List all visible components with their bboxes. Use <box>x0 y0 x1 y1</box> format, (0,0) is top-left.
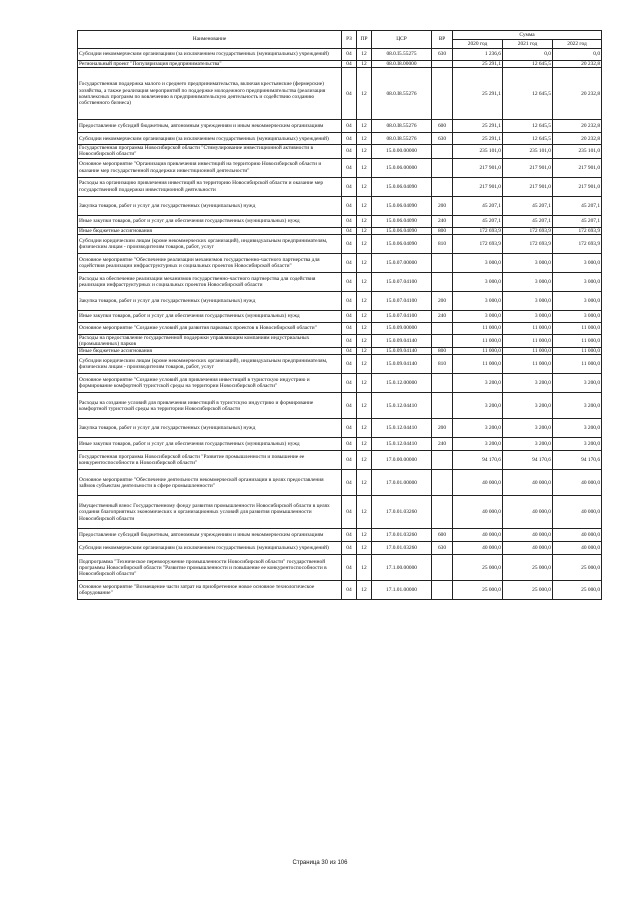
cell-y2021: 172 693,9 <box>503 234 553 253</box>
cell-name: Закупка товаров, работ и услуг для государственных (муниципальных) нужд <box>78 291 342 310</box>
cell-vr: 200 <box>432 419 453 438</box>
cell-y2022: 3 000,0 <box>553 291 602 310</box>
cell-vr: 800 <box>432 227 453 234</box>
table-row <box>78 215 602 227</box>
cell-y2020: 3 000,0 <box>453 253 503 272</box>
cell-y2020: 217 901,0 <box>453 158 503 177</box>
cell-vr <box>432 272 453 291</box>
cell-y2021: 3 200,0 <box>503 393 553 419</box>
column-header-2022: 2022 год <box>553 40 602 49</box>
table-row <box>78 234 602 253</box>
cell-csr: 17.0.00.00000 <box>372 451 432 470</box>
cell-csr: 15.0.06.00000 <box>372 158 432 177</box>
cell-pr: 12 <box>357 581 372 600</box>
table-row <box>78 419 602 438</box>
cell-y2020: 3 000,0 <box>453 291 503 310</box>
table-row <box>78 581 602 600</box>
cell-vr: 600 <box>432 120 453 133</box>
cell-vr: 200 <box>432 196 453 215</box>
column-header-rz: РЗ <box>342 31 357 49</box>
cell-y2022: 3 000,0 <box>553 272 602 291</box>
cell-y2022: 0,0 <box>553 49 602 61</box>
cell-name: Расходы на обеспечение реализации механизмов государственно-частного партнерства для содействия реализации инфраструктурных и социальных проектов Новосибирской области <box>78 272 342 291</box>
cell-y2021: 12 645,5 <box>503 61 553 68</box>
cell-rz: 04 <box>342 158 357 177</box>
cell-y2021: 3 200,0 <box>503 419 553 438</box>
cell-y2020: 1 236,6 <box>453 49 503 61</box>
cell-y2022: 40 000,0 <box>553 529 602 542</box>
cell-name: Основное мероприятие "Создание условий для развития парковых проектов в Новосибирской области" <box>78 322 342 334</box>
table-row <box>78 555 602 581</box>
cell-y2022: 20 232,8 <box>553 61 602 68</box>
cell-csr: 15.0.12.04410 <box>372 438 432 451</box>
cell-rz: 04 <box>342 61 357 68</box>
column-header-sum: Сумма <box>453 31 602 40</box>
cell-y2020: 3 200,0 <box>453 438 503 451</box>
cell-csr: 17.0.01.03260 <box>372 496 432 529</box>
table-body <box>78 49 602 600</box>
cell-csr: 08.0.I8.55276 <box>372 68 432 120</box>
cell-vr <box>432 581 453 600</box>
cell-csr: 15.0.12.04410 <box>372 393 432 419</box>
cell-y2021: 11 000,0 <box>503 355 553 374</box>
cell-name: Основное мероприятие "Обеспечение реализации механизмов государственно-частного партнерства для содействия реализации инфраструктурных и социальных проектов Новосибирской области" <box>78 253 342 272</box>
cell-rz: 04 <box>342 355 357 374</box>
cell-pr: 12 <box>357 451 372 470</box>
cell-pr: 12 <box>357 234 372 253</box>
cell-vr <box>432 145 453 158</box>
table-row <box>78 158 602 177</box>
cell-y2021: 11 000,0 <box>503 334 553 347</box>
table-row <box>78 496 602 529</box>
cell-y2022: 40 000,0 <box>553 542 602 555</box>
cell-name: Закупка товаров, работ и услуг для государственных (муниципальных) нужд <box>78 419 342 438</box>
cell-vr <box>432 393 453 419</box>
cell-y2021: 235 101,0 <box>503 145 553 158</box>
cell-y2020: 40 000,0 <box>453 496 503 529</box>
cell-y2020: 3 000,0 <box>453 272 503 291</box>
cell-y2020: 11 000,0 <box>453 334 503 347</box>
cell-y2021: 45 207,1 <box>503 196 553 215</box>
cell-y2021: 12 645,5 <box>503 133 553 145</box>
table-row <box>78 374 602 393</box>
cell-pr: 12 <box>357 49 372 61</box>
cell-rz: 04 <box>342 348 357 355</box>
table-row <box>78 348 602 355</box>
column-header-2020: 2020 год <box>453 40 503 49</box>
page-footer: Страница 30 из 106 <box>292 860 348 866</box>
cell-name: Расходы на предоставление государственной поддержки управляющим компаниям индустриальных (промышленных) парков <box>78 334 342 347</box>
cell-y2020: 40 000,0 <box>453 542 503 555</box>
cell-rz: 04 <box>342 496 357 529</box>
cell-vr: 630 <box>432 133 453 145</box>
cell-csr: 08.0.I5.55275 <box>372 49 432 61</box>
cell-csr: 15.0.06.04090 <box>372 177 432 196</box>
cell-rz: 04 <box>342 374 357 393</box>
table-row <box>78 61 602 68</box>
cell-pr: 12 <box>357 355 372 374</box>
cell-csr: 15.0.07.04100 <box>372 291 432 310</box>
cell-rz: 04 <box>342 419 357 438</box>
cell-name: Иные бюджетные ассигнования <box>78 227 342 234</box>
cell-name: Основное мероприятие "Создание условий для привлечения инвестиций в туристскую индустрию и формирование комфортной туристской среды на территории Новосибирской области" <box>78 374 342 393</box>
cell-rz: 04 <box>342 272 357 291</box>
cell-pr: 12 <box>357 348 372 355</box>
table-row <box>78 120 602 133</box>
cell-csr: 15.0.09.04140 <box>372 355 432 374</box>
cell-y2022: 11 000,0 <box>553 334 602 347</box>
cell-name: Государственная поддержка малого и среднего предпринимательства, включая крестьянские (фермерские) хозяйства, а также реализация мероприятий по поддержке молодежного предпринимательства (реализация комплексных программ по вовлечению в предпринимательскую деятельность и содействию созданию собственного бизнеса) <box>78 68 342 120</box>
cell-y2022: 20 232,8 <box>553 133 602 145</box>
cell-csr: 15.0.12.04410 <box>372 419 432 438</box>
cell-csr: 08.0.I8.00000 <box>372 61 432 68</box>
cell-vr <box>432 177 453 196</box>
cell-y2021: 3 000,0 <box>503 272 553 291</box>
table-row <box>78 291 602 310</box>
table-row <box>78 393 602 419</box>
cell-y2020: 3 200,0 <box>453 393 503 419</box>
cell-csr: 15.0.06.04090 <box>372 215 432 227</box>
cell-csr: 15.0.12.00000 <box>372 374 432 393</box>
cell-y2020: 25 291,1 <box>453 120 503 133</box>
cell-rz: 04 <box>342 234 357 253</box>
cell-rz: 04 <box>342 196 357 215</box>
cell-y2022: 11 000,0 <box>553 348 602 355</box>
cell-rz: 04 <box>342 451 357 470</box>
cell-pr: 12 <box>357 272 372 291</box>
table-row <box>78 133 602 145</box>
cell-vr <box>432 61 453 68</box>
table-row <box>78 68 602 120</box>
cell-rz: 04 <box>342 310 357 322</box>
cell-y2022: 40 000,0 <box>553 496 602 529</box>
cell-y2021: 25 000,0 <box>503 581 553 600</box>
cell-rz: 04 <box>342 555 357 581</box>
cell-name: Субсидии некоммерческим организациям (за исключением государственных (муниципальных) учреждений) <box>78 542 342 555</box>
cell-y2020: 11 000,0 <box>453 348 503 355</box>
cell-rz: 04 <box>342 227 357 234</box>
cell-name: Предоставление субсидий бюджетным, автономным учреждениям и иным некоммерческим организациям <box>78 120 342 133</box>
cell-y2021: 217 901,0 <box>503 177 553 196</box>
cell-vr: 800 <box>432 348 453 355</box>
cell-y2020: 94 170,6 <box>453 451 503 470</box>
cell-rz: 04 <box>342 438 357 451</box>
cell-y2020: 3 200,0 <box>453 419 503 438</box>
table-row <box>78 451 602 470</box>
cell-vr <box>432 253 453 272</box>
cell-rz: 04 <box>342 470 357 496</box>
column-header-vr: ВР <box>432 31 453 49</box>
cell-pr: 12 <box>357 253 372 272</box>
cell-pr: 12 <box>357 529 372 542</box>
cell-name: Расходы на создание условий для привлечения инвестиций в туристскую индустрию и формирование комфортной туристской среды на территории Новосибирской области <box>78 393 342 419</box>
cell-y2021: 25 000,0 <box>503 555 553 581</box>
cell-y2022: 25 000,0 <box>553 581 602 600</box>
table-row <box>78 438 602 451</box>
column-header-name: Наименование <box>78 31 342 49</box>
table-row <box>78 49 602 61</box>
cell-csr: 15.0.06.04090 <box>372 196 432 215</box>
cell-y2021: 11 000,0 <box>503 322 553 334</box>
cell-rz: 04 <box>342 120 357 133</box>
cell-csr: 08.0.I8.55276 <box>372 120 432 133</box>
cell-pr: 12 <box>357 68 372 120</box>
cell-csr: 15.0.00.00000 <box>372 145 432 158</box>
table-row <box>78 145 602 158</box>
cell-pr: 12 <box>357 291 372 310</box>
cell-y2022: 172 693,9 <box>553 227 602 234</box>
cell-vr <box>432 334 453 347</box>
cell-name: Государственная программа Новосибирской области "Стимулирование инвестиционной активности в Новосибирской области" <box>78 145 342 158</box>
cell-rz: 04 <box>342 68 357 120</box>
budget-table <box>77 30 602 600</box>
cell-y2022: 11 000,0 <box>553 322 602 334</box>
cell-csr: 15.0.06.04090 <box>372 234 432 253</box>
cell-y2021: 3 200,0 <box>503 438 553 451</box>
cell-csr: 15.0.09.04140 <box>372 348 432 355</box>
cell-vr <box>432 374 453 393</box>
cell-csr: 15.0.07.00000 <box>372 253 432 272</box>
cell-rz: 04 <box>342 215 357 227</box>
cell-rz: 04 <box>342 322 357 334</box>
cell-csr: 17.0.01.00000 <box>372 470 432 496</box>
cell-name: Субсидии некоммерческим организациям (за исключением государственных (муниципальных) учреждений) <box>78 133 342 145</box>
cell-y2022: 45 207,1 <box>553 196 602 215</box>
cell-y2020: 25 291,1 <box>453 61 503 68</box>
cell-y2020: 217 901,0 <box>453 177 503 196</box>
cell-vr: 240 <box>432 310 453 322</box>
cell-y2022: 3 200,0 <box>553 438 602 451</box>
cell-csr: 15.0.09.04140 <box>372 334 432 347</box>
cell-rz: 04 <box>342 177 357 196</box>
cell-name: Подпрограмма "Техническое перевооружение промышленности Новосибирской области" государственной программы Новосибирской области "Развитие промышленности и повышение ее конкурентоспособности в Новосибирской области" <box>78 555 342 581</box>
table-row <box>78 253 602 272</box>
cell-vr: 240 <box>432 215 453 227</box>
cell-y2020: 25 000,0 <box>453 555 503 581</box>
cell-y2021: 40 000,0 <box>503 542 553 555</box>
cell-vr <box>432 555 453 581</box>
cell-y2022: 3 200,0 <box>553 419 602 438</box>
cell-vr: 630 <box>432 49 453 61</box>
cell-csr: 17.0.01.03260 <box>372 542 432 555</box>
cell-y2022: 11 000,0 <box>553 355 602 374</box>
cell-y2022: 20 232,8 <box>553 120 602 133</box>
cell-rz: 04 <box>342 334 357 347</box>
cell-y2020: 235 101,0 <box>453 145 503 158</box>
cell-rz: 04 <box>342 529 357 542</box>
cell-y2022: 94 170,6 <box>553 451 602 470</box>
cell-csr: 15.0.07.04100 <box>372 272 432 291</box>
cell-vr <box>432 158 453 177</box>
cell-y2022: 3 000,0 <box>553 310 602 322</box>
cell-pr: 12 <box>357 145 372 158</box>
cell-pr: 12 <box>357 322 372 334</box>
cell-pr: 12 <box>357 393 372 419</box>
cell-y2021: 172 693,9 <box>503 227 553 234</box>
table-row <box>78 334 602 347</box>
table-row <box>78 310 602 322</box>
cell-name: Основное мероприятие "Организация привлечения инвестиций на территорию Новосибирской области и оказание мер государственной поддержки инвестиционной деятельности" <box>78 158 342 177</box>
cell-vr <box>432 322 453 334</box>
cell-name: Основное мероприятие "Обеспечение деятельности некоммерческой организации в целях предоставления займов субъектам деятельности в сфере промышленности" <box>78 470 342 496</box>
cell-y2021: 3 200,0 <box>503 374 553 393</box>
cell-name: Субсидии юридическим лицам (кроме некоммерческих организаций), индивидуальным предпринимателям, физическим лицам - производителям товаров, работ, услуг <box>78 355 342 374</box>
cell-pr: 12 <box>357 227 372 234</box>
cell-csr: 15.0.07.04100 <box>372 310 432 322</box>
cell-csr: 17.1.01.00000 <box>372 581 432 600</box>
cell-y2022: 217 901,0 <box>553 158 602 177</box>
cell-y2022: 235 101,0 <box>553 145 602 158</box>
cell-rz: 04 <box>342 49 357 61</box>
cell-name: Имущественный взнос Государственному фонду развития промышленности Новосибирской области в целях создания благоприятных экономических и организационных условий для развития промышленности Новосибирской области <box>78 496 342 529</box>
cell-y2021: 40 000,0 <box>503 496 553 529</box>
cell-y2020: 3 200,0 <box>453 374 503 393</box>
cell-name: Закупка товаров, работ и услуг для государственных (муниципальных) нужд <box>78 196 342 215</box>
cell-vr: 810 <box>432 234 453 253</box>
cell-pr: 12 <box>357 177 372 196</box>
cell-y2020: 11 000,0 <box>453 355 503 374</box>
cell-rz: 04 <box>342 542 357 555</box>
table-row <box>78 529 602 542</box>
cell-y2020: 172 693,9 <box>453 227 503 234</box>
cell-y2021: 3 000,0 <box>503 310 553 322</box>
cell-name: Иные закупки товаров, работ и услуг для обеспечения государственных (муниципальных) нужд <box>78 215 342 227</box>
cell-y2022: 40 000,0 <box>553 470 602 496</box>
table-row <box>78 355 602 374</box>
table-row <box>78 542 602 555</box>
table-header <box>78 31 602 49</box>
cell-csr: 17.0.01.03260 <box>372 529 432 542</box>
column-header-pr: ПР <box>357 31 372 49</box>
cell-y2021: 12 645,5 <box>503 120 553 133</box>
cell-y2022: 3 200,0 <box>553 374 602 393</box>
cell-vr <box>432 470 453 496</box>
cell-y2020: 11 000,0 <box>453 322 503 334</box>
cell-y2022: 217 901,0 <box>553 177 602 196</box>
cell-vr <box>432 496 453 529</box>
cell-pr: 12 <box>357 215 372 227</box>
cell-pr: 12 <box>357 133 372 145</box>
cell-csr: 15.0.09.00000 <box>372 322 432 334</box>
cell-y2020: 25 291,1 <box>453 133 503 145</box>
table-row <box>78 322 602 334</box>
cell-y2022: 3 200,0 <box>553 393 602 419</box>
table-row <box>78 272 602 291</box>
cell-vr <box>432 451 453 470</box>
table-row <box>78 227 602 234</box>
cell-name: Основное мероприятие "Возмещение части затрат на приобретенное новое основное технологическое оборудование" <box>78 581 342 600</box>
cell-vr: 810 <box>432 355 453 374</box>
cell-y2020: 40 000,0 <box>453 529 503 542</box>
cell-y2021: 45 207,1 <box>503 215 553 227</box>
cell-pr: 12 <box>357 310 372 322</box>
cell-y2020: 172 693,9 <box>453 234 503 253</box>
cell-name: Субсидии некоммерческим организациям (за исключением государственных (муниципальных) учреждений) <box>78 49 342 61</box>
cell-name: Иные закупки товаров, работ и услуг для обеспечения государственных (муниципальных) нужд <box>78 310 342 322</box>
cell-pr: 12 <box>357 438 372 451</box>
cell-csr: 08.0.I8.55276 <box>372 133 432 145</box>
cell-rz: 04 <box>342 133 357 145</box>
cell-y2021: 0,0 <box>503 49 553 61</box>
cell-pr: 12 <box>357 542 372 555</box>
cell-vr: 630 <box>432 542 453 555</box>
cell-y2021: 12 645,5 <box>503 68 553 120</box>
cell-name: Государственная программа Новосибирской области "Развитие промышленности и повышение ее конкурентоспособности в Новосибирской области" <box>78 451 342 470</box>
cell-y2020: 45 207,1 <box>453 215 503 227</box>
cell-pr: 12 <box>357 496 372 529</box>
cell-pr: 12 <box>357 61 372 68</box>
cell-y2021: 11 000,0 <box>503 348 553 355</box>
cell-y2021: 40 000,0 <box>503 529 553 542</box>
cell-y2021: 3 000,0 <box>503 291 553 310</box>
cell-pr: 12 <box>357 555 372 581</box>
cell-rz: 04 <box>342 581 357 600</box>
cell-vr: 600 <box>432 529 453 542</box>
cell-y2020: 25 000,0 <box>453 581 503 600</box>
cell-y2021: 94 170,6 <box>503 451 553 470</box>
table-row <box>78 177 602 196</box>
cell-pr: 12 <box>357 470 372 496</box>
cell-name: Иные бюджетные ассигнования <box>78 348 342 355</box>
cell-vr: 240 <box>432 438 453 451</box>
cell-y2022: 45 207,1 <box>553 215 602 227</box>
cell-rz: 04 <box>342 291 357 310</box>
cell-y2020: 40 000,0 <box>453 470 503 496</box>
cell-vr <box>432 68 453 120</box>
cell-pr: 12 <box>357 374 372 393</box>
cell-y2020: 3 000,0 <box>453 310 503 322</box>
cell-pr: 12 <box>357 334 372 347</box>
cell-name: Предоставление субсидий бюджетным, автономным учреждениям и иным некоммерческим организациям <box>78 529 342 542</box>
column-header-2021: 2021 год <box>503 40 553 49</box>
table-row <box>78 196 602 215</box>
cell-name: Субсидии юридическим лицам (кроме некоммерческих организаций), индивидуальным предпринимателям, физическим лицам - производителям товаров, работ, услуг <box>78 234 342 253</box>
cell-y2022: 172 693,9 <box>553 234 602 253</box>
cell-name: Региональный проект "Популяризация предпринимательства" <box>78 61 342 68</box>
cell-y2022: 20 232,8 <box>553 68 602 120</box>
cell-vr: 200 <box>432 291 453 310</box>
cell-pr: 12 <box>357 196 372 215</box>
cell-rz: 04 <box>342 253 357 272</box>
cell-pr: 12 <box>357 120 372 133</box>
cell-rz: 04 <box>342 145 357 158</box>
cell-pr: 12 <box>357 158 372 177</box>
cell-name: Расходы на организацию привлечения инвестиций на территорию Новосибирской области и оказание мер государственной поддержки инвестиционной деятельности <box>78 177 342 196</box>
cell-name: Иные закупки товаров, работ и услуг для обеспечения государственных (муниципальных) нужд <box>78 438 342 451</box>
cell-y2021: 217 901,0 <box>503 158 553 177</box>
cell-y2021: 40 000,0 <box>503 470 553 496</box>
cell-csr: 15.0.06.04090 <box>372 227 432 234</box>
cell-y2022: 3 000,0 <box>553 253 602 272</box>
cell-y2020: 25 291,1 <box>453 68 503 120</box>
cell-y2022: 25 000,0 <box>553 555 602 581</box>
cell-rz: 04 <box>342 393 357 419</box>
cell-y2021: 3 000,0 <box>503 253 553 272</box>
cell-csr: 17.1.00.00000 <box>372 555 432 581</box>
cell-pr: 12 <box>357 419 372 438</box>
column-header-csr: ЦСР <box>372 31 432 49</box>
cell-y2020: 45 207,1 <box>453 196 503 215</box>
table-row <box>78 470 602 496</box>
